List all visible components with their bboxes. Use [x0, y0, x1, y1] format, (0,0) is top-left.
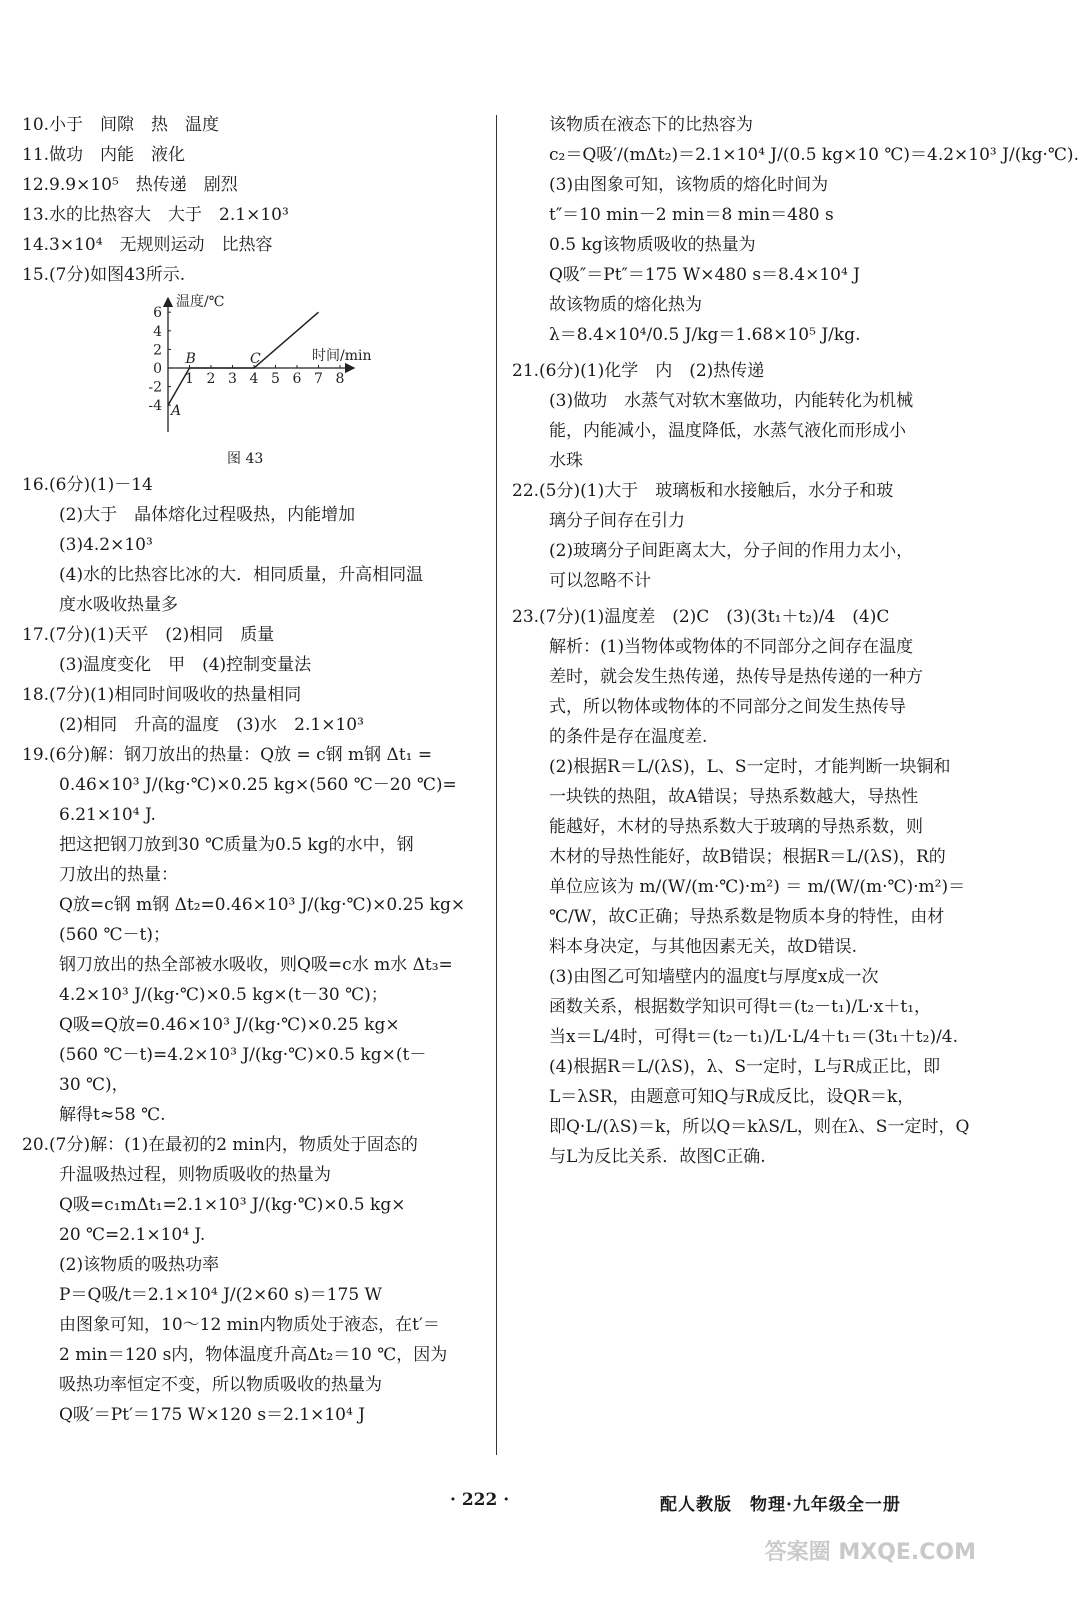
formula-line: 即Q·L/(λS)＝k，所以Q＝kλS/L，则在λ、S一定时，Q	[532, 1117, 970, 1137]
x-tick-label: 1	[185, 371, 194, 387]
x-tick-label: 3	[228, 371, 237, 387]
answer-line: (3)4.2×10³	[42, 535, 153, 555]
figure-43-chart	[122, 290, 492, 444]
answer-line: 2 min＝120 s内，物体温度升高Δt₂＝10 ℃，因为	[42, 1345, 448, 1365]
x-tick-label: 4	[249, 371, 259, 387]
answer-line: (2)该物质的吸热功率	[42, 1255, 220, 1275]
answer-line: 20 ℃=2.1×10⁴ J.	[42, 1225, 206, 1245]
answer-line: 14.3×10⁴ 无规则运动 比热容	[22, 235, 273, 255]
answer-line: 升温吸热过程，则物质吸收的热量为	[42, 1165, 331, 1185]
temperature-time-graph	[122, 290, 372, 440]
point-label: C	[250, 351, 261, 367]
x-tick-label: 7	[314, 371, 323, 387]
y-axis-label: 温度/℃	[176, 294, 225, 310]
x-tick-label: 8	[335, 371, 345, 387]
answer-line: (4)水的比热容比冰的大．相同质量，升高相同温	[42, 565, 424, 585]
answer-line: 17.(7分)(1)天平 (2)相同 质量	[22, 625, 275, 645]
answer-line: 13.水的比热容大 大于 2.1×10³	[22, 205, 289, 225]
answer-line: Q吸″＝Pt″＝175 W×480 s＝8.4×10⁴ J	[532, 265, 860, 285]
answer-line: (560 ℃－t)=4.2×10³ J/(kg·℃)×0.5 kg×(t－	[42, 1045, 427, 1065]
formula-line: 当x＝L/4时，可得t＝(t₂－t₁)/L·L/4＋t₁＝(3t₁＋t₂)/4.	[532, 1027, 959, 1047]
answer-line: (3)做功 水蒸气对软木塞做功，内能转化为机械	[532, 391, 914, 411]
explanation-line: 的条件是存在温度差.	[532, 727, 708, 747]
explanation-line: L＝λSR，由题意可知Q与R成反比，设QR＝k，	[532, 1087, 915, 1107]
y-tick-label: 2	[153, 342, 162, 359]
answer-line: 23.(7分)(1)温度差 (2)C (3)(3t₁＋t₂)/4 (4)C	[512, 607, 890, 627]
x-tick-label: 5	[271, 371, 280, 387]
answer-line: Q吸=Q放=0.46×10³ J/(kg·℃)×0.25 kg×	[42, 1015, 400, 1035]
answer-line: (3)温度变化 甲 (4)控制变量法	[42, 655, 312, 675]
answer-line: 21.(6分)(1)化学 内 (2)热传递	[512, 361, 765, 381]
answer-line: 4.2×10³ J/(kg·℃)×0.5 kg×(t－30 ℃)；	[42, 985, 388, 1005]
answer-line: 15.(7分)如图43所示.	[22, 265, 186, 285]
answer-line: 水珠	[532, 451, 583, 471]
answer-line: 18.(7分)(1)相同时间吸收的热量相同	[22, 685, 302, 705]
footer-edition: 配人教版 物理·九年级全一册	[660, 1495, 901, 1515]
y-tick-label: 0	[153, 361, 162, 377]
answer-line: Q放=c钢 m钢 Δt₂=0.46×10³ J/(kg·℃)×0.25 kg×	[42, 895, 466, 915]
answer-line: 16.(6分)(1)－14	[22, 475, 153, 495]
answer-line: 可以忽略不计	[532, 571, 651, 591]
explanation-line: 能越好，木材的导热系数大于玻璃的导热系数，则	[532, 817, 923, 837]
answer-line: (2)大于 晶体熔化过程吸热，内能增加	[42, 505, 356, 525]
explanation-line: (2)根据R＝L/(λS)，L、S一定时，才能判断一块铜和	[532, 757, 951, 777]
answer-line: 11.做功 内能 液化	[22, 145, 186, 165]
formula-line: 函数关系，根据数学知识可得t＝(t₂－t₁)/L·x＋t₁，	[532, 997, 932, 1017]
answer-line: 解得t≈58 ℃.	[42, 1105, 166, 1125]
answer-line: Q吸′＝Pt′＝175 W×120 s＝2.1×10⁴ J	[42, 1405, 366, 1425]
answer-line: 19.(6分)解：钢刀放出的热量：Q放 = c钢 m钢 Δt₁ =	[22, 745, 433, 765]
answer-line: 30 ℃)，	[42, 1075, 129, 1095]
y-tick-label: 4	[153, 323, 162, 340]
formula-line: P＝Q吸/t＝2.1×10⁴ J/(2×60 s)＝175 W	[42, 1285, 383, 1305]
explanation-line: 式，所以物体或物体的不同部分之间发生热传导	[532, 697, 906, 717]
watermark-logo: 答案圈 MXQE.COM	[764, 1540, 976, 1565]
formula-line: λ＝8.4×10⁴/0.5 J/kg＝1.68×10⁵ J/kg.	[532, 325, 861, 345]
answer-line: 璃分子间存在引力	[532, 511, 685, 531]
explanation-line: 料本身决定，与其他因素无关，故D错误.	[532, 937, 858, 957]
explanation-line: 与L为反比关系．故图C正确.	[532, 1147, 766, 1167]
column-divider	[496, 115, 497, 1455]
answer-line: (3)由图象可知，该物质的熔化时间为	[532, 175, 829, 195]
x-tick-label: 2	[206, 371, 216, 387]
figure-caption: 图 43	[227, 451, 264, 467]
answer-line: (2)玻璃分子间距离太大，分子间的作用力太小，	[532, 541, 914, 561]
explanation-line: 解析：(1)当物体或物体的不同部分之间存在温度	[532, 637, 914, 657]
answer-line: 20.(7分)解：(1)在最初的2 min内，物质处于固态的	[22, 1135, 418, 1155]
formula-line: c₂＝Q吸′/(mΔt₂)＝2.1×10⁴ J/(0.5 kg×10 ℃)＝4.2×10³ J/(kg·℃).	[532, 145, 1079, 165]
answer-line: 度水吸收热量多	[42, 595, 178, 615]
answer-line: 22.(5分)(1)大于 玻璃板和水接触后，水分子和玻	[512, 481, 894, 501]
explanation-line: 木材的导热性能好，故B错误；根据R＝L/(λS)，R的	[532, 847, 946, 867]
explanation-line: 一块铁的热阻，故A错误；导热系数越大，导热性	[532, 787, 919, 807]
x-tick-label: 6	[292, 371, 302, 387]
y-tick-label: 6	[153, 305, 162, 322]
explanation-line: (4)根据R＝L/(λS)，λ、S一定时，L与R成正比，即	[532, 1057, 941, 1077]
answer-line: (2)相同 升高的温度 (3)水 2.1×10³	[42, 715, 364, 735]
answer-line: 能，内能减小，温度降低，水蒸气液化而形成小	[532, 421, 906, 441]
answer-line: t″＝10 min－2 min＝8 min＝480 s	[532, 205, 834, 225]
answer-line: 把这把钢刀放到30 ℃质量为0.5 kg的水中，钢	[42, 835, 414, 855]
point-label: B	[185, 351, 196, 367]
page-number: · 222 ·	[450, 1490, 510, 1510]
right-column	[512, 110, 1079, 1172]
answer-line: 刀放出的热量：	[42, 865, 178, 885]
answer-line: 0.46×10³ J/(kg·℃)×0.25 kg×(560 ℃－20 ℃)=	[42, 775, 457, 795]
answer-line: 6.21×10⁴ J.	[42, 805, 156, 825]
answer-line: 吸热功率恒定不变，所以物质吸收的热量为	[42, 1375, 382, 1395]
answer-line: 由图象可知，10～12 min内物质处于液态，在t′＝	[42, 1315, 440, 1335]
y-tick-label: -2	[148, 379, 162, 396]
answer-line: 该物质在液态下的比热容为	[532, 115, 753, 135]
answer-line: 12.9.9×10⁵ 热传递 剧烈	[22, 175, 238, 195]
answer-line: Q吸=c₁mΔt₁=2.1×10³ J/(kg·℃)×0.5 kg×	[42, 1195, 406, 1215]
answer-line: 故该物质的熔化热为	[532, 295, 702, 315]
x-axis-label: 时间/min	[312, 348, 372, 364]
answer-line: 0.5 kg该物质吸收的热量为	[532, 235, 756, 255]
explanation-line: 差时，就会发生热传递，热传导是热传递的一种方	[532, 667, 923, 687]
explanation-line: (3)由图乙可知墙壁内的温度t与厚度x成一次	[532, 967, 879, 987]
y-tick-label: -4	[148, 398, 162, 415]
answer-line: 钢刀放出的热全部被水吸收，则Q吸=c水 m水 Δt₃=	[42, 955, 453, 975]
answer-line: 10.小于 间隙 热 温度	[22, 115, 220, 135]
left-column	[22, 110, 492, 1430]
explanation-line: ℃/W，故C正确；导热系数是物质本身的特性，由材	[532, 907, 945, 927]
answer-line: (560 ℃－t)；	[42, 925, 170, 945]
point-label: A	[171, 403, 182, 420]
formula-line: 单位应该为 m/(W/(m·℃)·m²) ＝ m/(W/(m·℃)·m²)＝	[532, 877, 966, 897]
